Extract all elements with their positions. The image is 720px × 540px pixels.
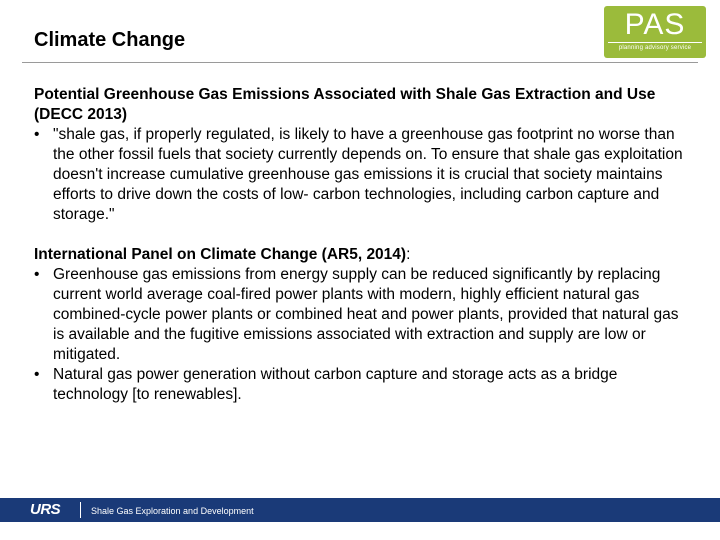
bullet-text: "shale gas, if properly regulated, is likely to have a greenhouse gas footprint no worse than the other fossil fuels that society currently depends on. To ensure that shale gas exploitation doesn't increase cumulative greenhouse gas emissions it is crucial that society maintains efforts to drive down the costs of low- carbon technologies, including carbon capture and storage.": [53, 126, 683, 223]
section-1-heading: Potential Greenhouse Gas Emissions Associated with Shale Gas Extraction and Use (DECC 2013): [34, 86, 656, 123]
section-2-heading: [34, 245, 690, 265]
bullet-icon: •: [34, 126, 40, 143]
bullet-item: [34, 125, 690, 225]
pas-logo: [604, 6, 706, 58]
footer-divider: [80, 502, 81, 518]
urs-logo: URS: [30, 501, 61, 518]
slide-title: Climate Change: [34, 29, 186, 51]
section-2-heading-bold: International Panel on Climate Change (AR5, 2014): [34, 246, 407, 263]
bullet-icon: •: [34, 366, 40, 383]
bullet-item: [34, 365, 690, 405]
logo-text: PAS: [608, 6, 702, 43]
bullet-text: Greenhouse gas emissions from energy supply can be reduced significantly by replacing current world average coal‐fired power plants with modern, highly efficient natural gas combined‐cycle power plants or combined heat and power plants, provided that natural gas is available and the fugitive emissions associated with extraction and supply are low or mitigated.: [53, 266, 679, 363]
bullet-text: Natural gas power generation without carbon capture and storage acts as a bridge technology [to renewables].: [53, 366, 618, 403]
title-divider: [22, 62, 698, 63]
footer-text: Shale Gas Exploration and Development: [91, 506, 254, 516]
footer-bar: [0, 498, 720, 522]
bullet-icon: •: [34, 266, 40, 283]
logo-subtext: planning advisory service: [618, 45, 692, 51]
section-2-heading-tail: :: [406, 246, 411, 263]
slide-body: [34, 85, 690, 405]
bullet-item: [34, 265, 690, 365]
